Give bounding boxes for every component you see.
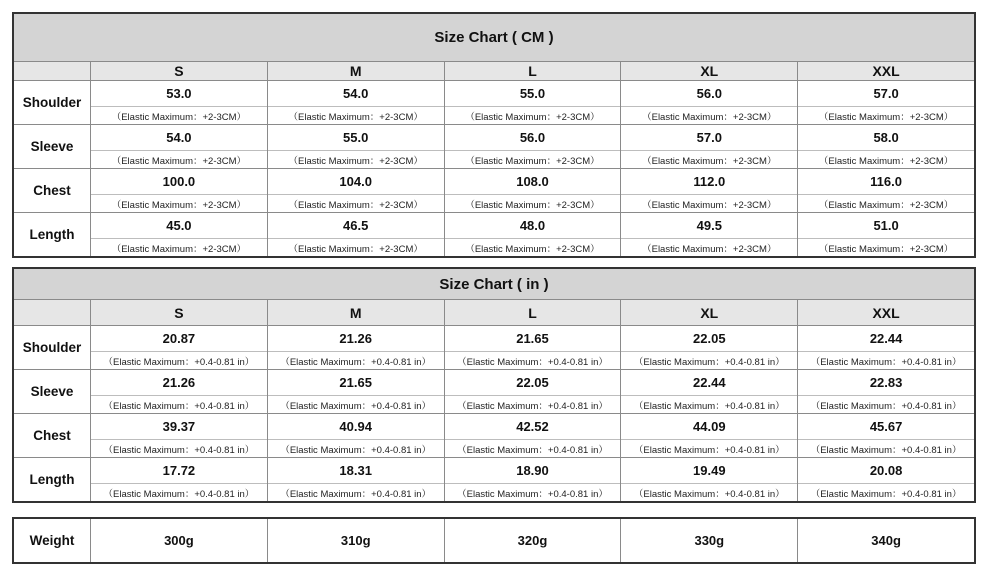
table-row xyxy=(14,213,975,239)
value-cell: 44.09 xyxy=(621,414,798,440)
value-cell: 21.65 xyxy=(444,326,621,352)
value-cell: 56.0 xyxy=(444,125,621,151)
elastic-note: （Elastic Maximum：+2-3CM） xyxy=(798,107,975,125)
elastic-note: （Elastic Maximum：+0.4-0.81 in） xyxy=(621,396,798,414)
value-cell: 45.0 xyxy=(91,213,268,239)
size-header-xxl: XXL xyxy=(798,300,975,326)
weight-value-xl: 330g xyxy=(621,519,798,563)
value-cell: 17.72 xyxy=(91,458,268,484)
size-chart-cm-title: Size Chart ( CM ) xyxy=(14,14,975,62)
size-header-m: M xyxy=(267,300,444,326)
row-label-chest: Chest xyxy=(14,414,91,458)
size-header-m: M xyxy=(267,62,444,81)
value-cell: 18.31 xyxy=(267,458,444,484)
row-label-sleeve: Sleeve xyxy=(14,125,91,169)
elastic-note: （Elastic Maximum：+0.4-0.81 in） xyxy=(621,352,798,370)
size-header-l: L xyxy=(444,62,621,81)
weight-value-l: 320g xyxy=(444,519,621,563)
elastic-note: （Elastic Maximum：+0.4-0.81 in） xyxy=(798,484,975,502)
table-row xyxy=(14,370,975,396)
size-chart-in-title: Size Chart ( in ) xyxy=(14,269,975,300)
size-header-xl: XL xyxy=(621,300,798,326)
elastic-note: （Elastic Maximum：+2-3CM） xyxy=(91,195,268,213)
value-cell: 54.0 xyxy=(267,81,444,107)
elastic-note: （Elastic Maximum：+2-3CM） xyxy=(798,151,975,169)
elastic-note: （Elastic Maximum：+2-3CM） xyxy=(621,239,798,257)
elastic-note: （Elastic Maximum：+0.4-0.81 in） xyxy=(91,440,268,458)
elastic-note: （Elastic Maximum：+2-3CM） xyxy=(444,151,621,169)
value-cell: 58.0 xyxy=(798,125,975,151)
elastic-note: （Elastic Maximum：+2-3CM） xyxy=(91,151,268,169)
value-cell: 22.05 xyxy=(621,326,798,352)
table-row xyxy=(14,326,975,352)
value-cell: 112.0 xyxy=(621,169,798,195)
value-cell: 21.26 xyxy=(91,370,268,396)
table-row xyxy=(14,81,975,107)
elastic-note: （Elastic Maximum：+0.4-0.81 in） xyxy=(798,440,975,458)
elastic-note: （Elastic Maximum：+2-3CM） xyxy=(621,107,798,125)
value-cell: 57.0 xyxy=(798,81,975,107)
value-cell: 22.05 xyxy=(444,370,621,396)
size-header-s: S xyxy=(91,62,268,81)
elastic-note: （Elastic Maximum：+0.4-0.81 in） xyxy=(444,484,621,502)
size-header-s: S xyxy=(91,300,268,326)
size-chart-cm-table xyxy=(13,13,975,257)
value-cell: 42.52 xyxy=(444,414,621,440)
elastic-note: （Elastic Maximum：+2-3CM） xyxy=(267,107,444,125)
elastic-note: （Elastic Maximum：+0.4-0.81 in） xyxy=(798,396,975,414)
size-header-xl: XL xyxy=(621,62,798,81)
value-cell: 22.44 xyxy=(798,326,975,352)
elastic-note: （Elastic Maximum：+2-3CM） xyxy=(267,195,444,213)
elastic-note: （Elastic Maximum：+2-3CM） xyxy=(621,195,798,213)
table-row xyxy=(14,125,975,151)
table-row xyxy=(14,414,975,440)
value-cell: 46.5 xyxy=(267,213,444,239)
weight-label: Weight xyxy=(14,519,91,563)
value-cell: 19.49 xyxy=(621,458,798,484)
table-row xyxy=(14,458,975,484)
value-cell: 51.0 xyxy=(798,213,975,239)
row-label-length: Length xyxy=(14,213,91,257)
size-header-l: L xyxy=(444,300,621,326)
row-label-shoulder: Shoulder xyxy=(14,81,91,125)
value-cell: 116.0 xyxy=(798,169,975,195)
value-cell: 21.65 xyxy=(267,370,444,396)
elastic-note: （Elastic Maximum：+0.4-0.81 in） xyxy=(267,396,444,414)
value-cell: 22.44 xyxy=(621,370,798,396)
elastic-note: （Elastic Maximum：+2-3CM） xyxy=(91,107,268,125)
row-label-sleeve: Sleeve xyxy=(14,370,91,414)
elastic-note: （Elastic Maximum：+0.4-0.81 in） xyxy=(798,352,975,370)
elastic-note: （Elastic Maximum：+0.4-0.81 in） xyxy=(621,484,798,502)
value-cell: 21.26 xyxy=(267,326,444,352)
weight-table xyxy=(13,518,975,563)
value-cell: 54.0 xyxy=(91,125,268,151)
value-cell: 57.0 xyxy=(621,125,798,151)
value-cell: 55.0 xyxy=(444,81,621,107)
elastic-note: （Elastic Maximum：+2-3CM） xyxy=(91,239,268,257)
value-cell: 18.90 xyxy=(444,458,621,484)
size-chart-in-table xyxy=(13,268,975,502)
value-cell: 49.5 xyxy=(621,213,798,239)
value-cell: 104.0 xyxy=(267,169,444,195)
weight-value-s: 300g xyxy=(91,519,268,563)
row-label-shoulder: Shoulder xyxy=(14,326,91,370)
elastic-note: （Elastic Maximum：+0.4-0.81 in） xyxy=(91,396,268,414)
value-cell: 45.67 xyxy=(798,414,975,440)
elastic-note: （Elastic Maximum：+2-3CM） xyxy=(444,107,621,125)
elastic-note: （Elastic Maximum：+0.4-0.81 in） xyxy=(444,396,621,414)
elastic-note: （Elastic Maximum：+2-3CM） xyxy=(444,195,621,213)
value-cell: 56.0 xyxy=(621,81,798,107)
value-cell: 20.08 xyxy=(798,458,975,484)
value-cell: 20.87 xyxy=(91,326,268,352)
elastic-note: （Elastic Maximum：+2-3CM） xyxy=(444,239,621,257)
elastic-note: （Elastic Maximum：+0.4-0.81 in） xyxy=(444,352,621,370)
value-cell: 22.83 xyxy=(798,370,975,396)
value-cell: 108.0 xyxy=(444,169,621,195)
value-cell: 39.37 xyxy=(91,414,268,440)
row-label-length: Length xyxy=(14,458,91,502)
weight-value-m: 310g xyxy=(267,519,444,563)
elastic-note: （Elastic Maximum：+2-3CM） xyxy=(267,151,444,169)
weight-value-xxl: 340g xyxy=(798,519,975,563)
elastic-note: （Elastic Maximum：+2-3CM） xyxy=(267,239,444,257)
elastic-note: （Elastic Maximum：+0.4-0.81 in） xyxy=(91,484,268,502)
elastic-note: （Elastic Maximum：+0.4-0.81 in） xyxy=(444,440,621,458)
elastic-note: （Elastic Maximum：+0.4-0.81 in） xyxy=(267,484,444,502)
elastic-note: （Elastic Maximum：+2-3CM） xyxy=(798,195,975,213)
elastic-note: （Elastic Maximum：+0.4-0.81 in） xyxy=(267,352,444,370)
value-cell: 100.0 xyxy=(91,169,268,195)
value-cell: 48.0 xyxy=(444,213,621,239)
size-header-xxl: XXL xyxy=(798,62,975,81)
row-label-chest: Chest xyxy=(14,169,91,213)
header-corner xyxy=(14,300,91,326)
elastic-note: （Elastic Maximum：+2-3CM） xyxy=(621,151,798,169)
elastic-note: （Elastic Maximum：+0.4-0.81 in） xyxy=(91,352,268,370)
elastic-note: （Elastic Maximum：+0.4-0.81 in） xyxy=(267,440,444,458)
elastic-note: （Elastic Maximum：+0.4-0.81 in） xyxy=(621,440,798,458)
header-corner xyxy=(14,62,91,81)
table-row xyxy=(14,169,975,195)
value-cell: 55.0 xyxy=(267,125,444,151)
value-cell: 53.0 xyxy=(91,81,268,107)
table-row xyxy=(14,519,975,563)
elastic-note: （Elastic Maximum：+2-3CM） xyxy=(798,239,975,257)
value-cell: 40.94 xyxy=(267,414,444,440)
